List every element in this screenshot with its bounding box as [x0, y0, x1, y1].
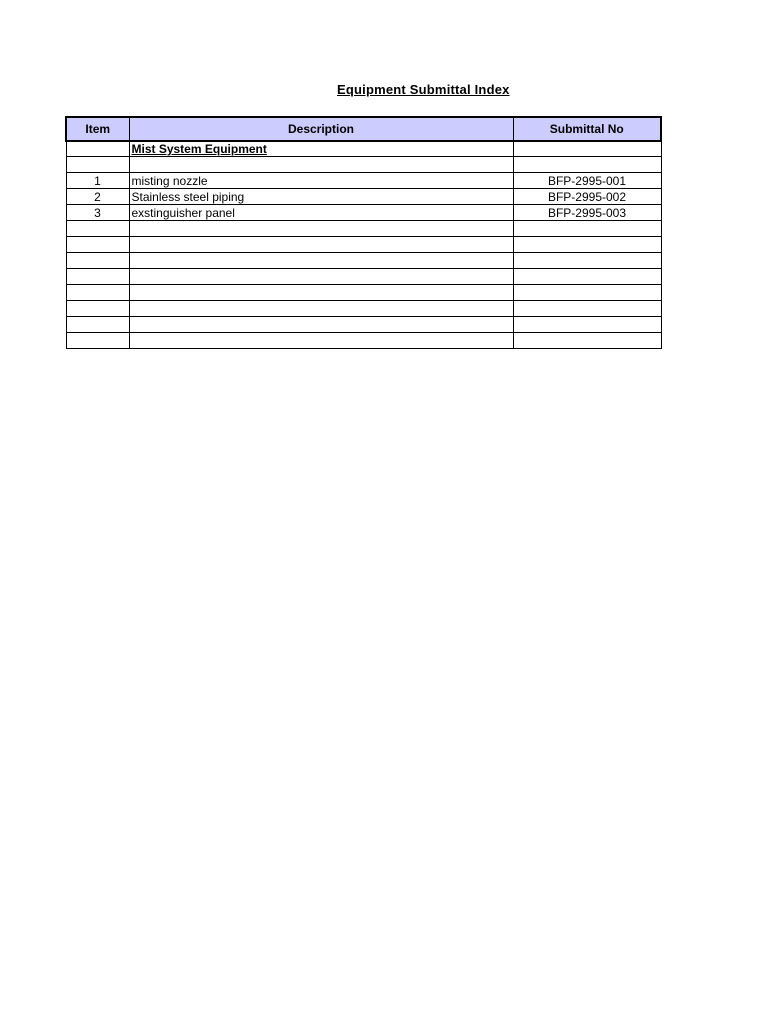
table-cell [66, 157, 129, 173]
item-number: 2 [66, 189, 129, 205]
section-label: Mist System Equipment [131, 142, 267, 156]
item-description: exstinguisher panel [129, 205, 513, 221]
table-cell [513, 253, 661, 269]
table-header-row [66, 117, 661, 141]
table-row-empty [66, 237, 661, 253]
table-cell [66, 221, 129, 237]
table-cell [513, 157, 661, 173]
table-cell [513, 333, 661, 349]
table-cell [513, 221, 661, 237]
item-number: 1 [66, 173, 129, 189]
column-header-description: Description [129, 117, 513, 141]
section-row [66, 141, 661, 157]
submittal-number: BFP-2995-002 [513, 189, 661, 205]
table-row-empty [66, 253, 661, 269]
page-title: Equipment Submittal Index [337, 82, 510, 97]
table-cell [129, 253, 513, 269]
table-cell [513, 285, 661, 301]
table-cell [513, 141, 661, 157]
table-row-empty [66, 317, 661, 333]
table-cell [513, 269, 661, 285]
table-cell [129, 333, 513, 349]
column-header-item: Item [66, 117, 129, 141]
submittal-index-table [65, 116, 662, 349]
table-cell [129, 221, 513, 237]
table-cell [66, 253, 129, 269]
table-cell [66, 237, 129, 253]
table-cell [129, 285, 513, 301]
submittal-number: BFP-2995-001 [513, 173, 661, 189]
table-cell [66, 301, 129, 317]
table-cell [66, 333, 129, 349]
table-cell [66, 141, 129, 157]
table-cell [129, 237, 513, 253]
table-cell [513, 317, 661, 333]
table-row-empty [66, 301, 661, 317]
table-cell [66, 317, 129, 333]
table-row [66, 189, 661, 205]
item-number: 3 [66, 205, 129, 221]
table-row-empty [66, 285, 661, 301]
table-cell [129, 301, 513, 317]
table-cell [66, 269, 129, 285]
table-row [66, 173, 661, 189]
table-cell [513, 301, 661, 317]
table-row-empty [66, 157, 661, 173]
table-cell [129, 141, 513, 157]
table-cell [129, 269, 513, 285]
table-cell [129, 157, 513, 173]
item-description: Stainless steel piping [129, 189, 513, 205]
item-description: misting nozzle [129, 173, 513, 189]
table-row-empty [66, 221, 661, 237]
table-row-empty [66, 333, 661, 349]
column-header-submittal-no: Submittal No [513, 117, 661, 141]
table-cell [129, 317, 513, 333]
table-row [66, 205, 661, 221]
table-cell [513, 237, 661, 253]
submittal-number: BFP-2995-003 [513, 205, 661, 221]
table-cell [66, 285, 129, 301]
table-row-empty [66, 269, 661, 285]
